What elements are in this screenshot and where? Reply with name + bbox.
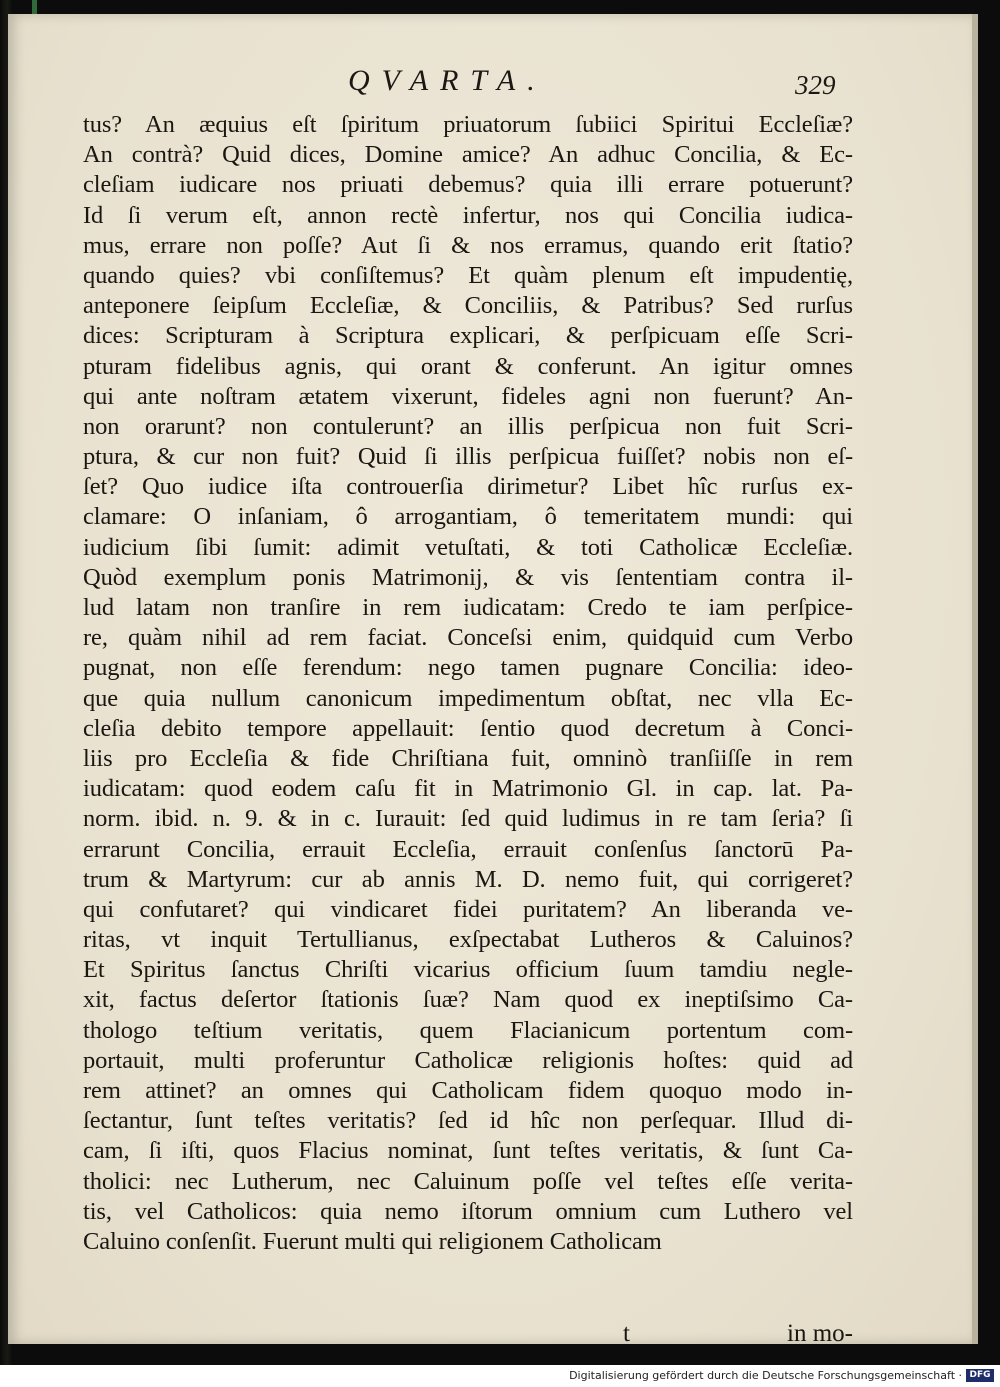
text-line: re, quàm nihil ad rem faciat. Conceſsi enim, quidquid cum Verbo [83,624,853,652]
page-number: 329 [795,70,836,100]
text-line: Quòd exemplum ponis Matrimonij, & vis ſententiam contra il- [83,563,853,591]
text-line: qui confutaret? qui vindicaret fidei puritatem? An liberanda ve- [83,895,853,923]
text-line: iudicium ſibi ſumit: adimit vetuſtati, & toti Catholicæ Eccleſiæ. [83,533,853,561]
text-line: dices: Scripturam à Scriptura explicari, & perſpicuam eſſe Scri- [83,322,853,350]
text-line: tus? An æquius eſt ſpiritum priuatorum ſubiici Spiritui Eccleſiæ? [83,111,853,138]
text-line: qui ante noſtram ætatem vixerunt, fideles agni non fuerunt? An- [83,382,853,410]
page-header [8,64,972,110]
text-line: An contrà? Quid dices, Domine amice? An adhuc Concilia, & Ec- [83,141,853,169]
text-line: liis pro Eccleſia & fide Chriſtiana fuit, omninò tranſiiſſe in rem [83,744,853,772]
text-line: mus, errare non poſſe? Aut ſi & nos erramus, quando erit ſtatio? [83,231,853,259]
text-line: xit, factus deſertor ſtationis ſuæ? Nam quod ex ineptiſsimo Ca- [83,986,853,1014]
text-line: quando quies? vbi conſiſtemus? Et quàm plenum eſt impudentię, [83,261,853,289]
signature-mark: t [623,1320,630,1347]
text-line: lud latam non tranſire in rem iudicatam: Credo te iam perſpice- [83,594,853,621]
text-line: que quia nullum canonicum impedimentum obſtat, nec vlla Ec- [83,684,853,712]
text-line: pturam fidelibus agnis, qui orant & conferunt. An igitur omnes [83,352,853,380]
text-line: iudicatam: quod eodem caſu fit in Matrimonio Gl. in cap. lat. Pa- [83,775,853,803]
digitization-footer [0,1365,1000,1387]
text-line: pugnat, non eſſe ferendum: nego tamen pugnare Concilia: ideo- [83,654,853,682]
text-line: trum & Martyrum: cur ab annis M. D. nemo fuit, qui corrigeret? [83,865,853,893]
text-line: portauit, multi proferuntur Catholicæ religionis hoſtes: quid ad [83,1046,853,1074]
text-line: tholici: nec Lutherum, nec Caluinum poſſe vel teſtes eſſe verita- [83,1167,853,1195]
running-title: QVARTA. [348,64,547,97]
text-line: clamare: O inſaniam, ô arrogantiam, ô temeritatem mundi: qui [83,503,853,531]
text-line: cleſiam iudicare nos priuati debemus? quia illi errare potuerunt? [83,171,853,199]
body-text [83,110,853,1257]
text-line: cam, ſi iſti, quos Flacius nominat, ſunt teſtes veritatis, & ſunt Ca- [83,1137,853,1165]
page-foot [83,1320,853,1352]
book-page [8,14,972,1347]
catchword: in mo- [787,1320,853,1347]
text-line: rem attinet? an omnes qui Catholicam fidem quoquo modo in- [83,1077,853,1104]
text-line: errarunt Concilia, errauit Eccleſia, errauit conſenſus ſanctorū Pa- [83,835,853,863]
text-line: tis, vel Catholicos: quia nemo iſtorum omnium cum Luthero vel [83,1197,853,1225]
text-line: Et Spiritus ſanctus Chriſti vicarius officium ſuum tamdiu negle- [83,956,853,984]
text-line: Caluino conſenſit. Fuerunt multi qui religionem Catholicam [83,1227,662,1255]
text-line: ptura, & cur non fuit? Quid ſi illis perſpicua fuiſſet? nobis non eſ- [83,443,853,471]
text-line: Id ſi verum eſt, annon rectè infertur, nos qui Concilia iudica- [83,201,853,229]
page-fore-edge [972,14,978,1344]
text-line: thologo teſtium veritatis, quem Flacianicum portentum com- [83,1016,853,1044]
text-line: norm. ibid. n. 9. & in c. Iurauit: ſed quid ludimus in re tam ſeria? ſi [83,805,853,833]
text-line: cleſia debito tempore appellauit: ſentio quod decretum à Conci- [83,714,853,742]
text-line: non orarunt? non contulerunt? an illis perſpicua non fuit Scri- [83,412,853,440]
text-line: ſectantur, ſunt teſtes veritatis? ſed id hîc non perſequar. Illud di- [83,1107,853,1135]
text-line: anteponere ſeipſum Eccleſiæ, & Conciliis, & Patribus? Sed rurſus [83,292,853,320]
text-line: ritas, vt inquit Tertullianus, exſpectabat Lutheros & Caluinos? [83,926,853,954]
dfg-credit: Digitalisierung gefördert durch die Deutsche Forschungsgemeinschaft · [569,1369,962,1382]
text-line: ſet? Quo iudice iſta controuerſia dirimetur? Libet hîc rurſus ex- [83,473,853,501]
dfg-logo: DFG [966,1369,994,1382]
